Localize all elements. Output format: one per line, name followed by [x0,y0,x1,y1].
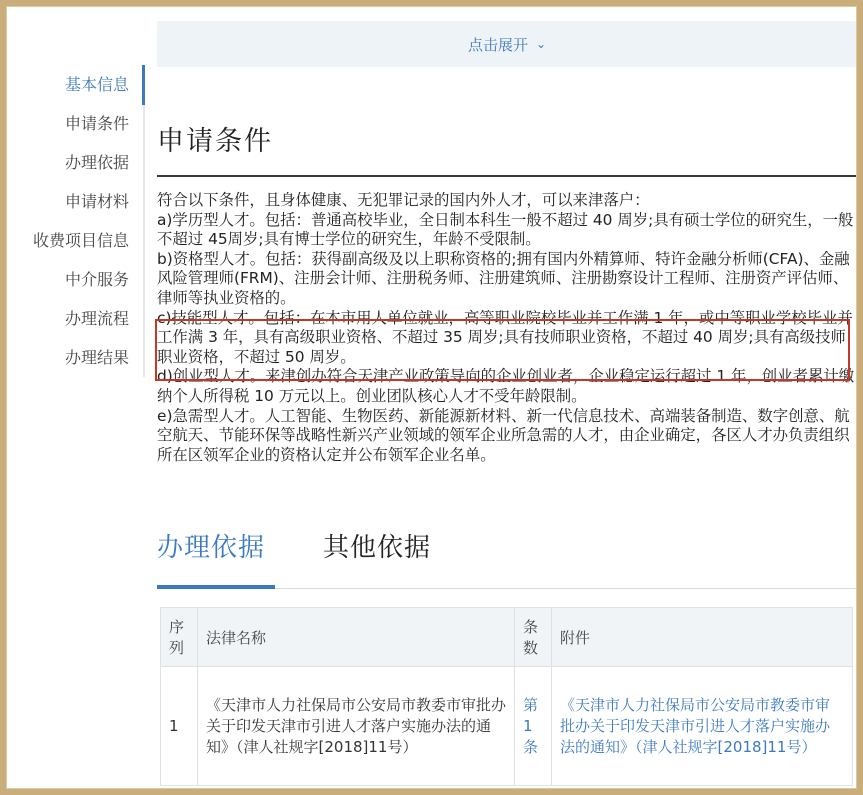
table-row [161,667,853,786]
sidebar-item-result[interactable]: 办理结果 [64,348,129,367]
tab-other-basis[interactable]: 其他依据 [323,533,432,563]
sidebar [7,65,145,377]
header-count: 条数 [515,608,552,667]
condition-item-c: c)技能型人才。包括：在本市用人单位就业，高等职业院校毕业并工作满 1 年，或中等职业学校毕业并工作满 3 年，具有高级职业资格、不超过 35 周岁;具有技师职业资格，不超过 40 周岁;具有高级技师职业资格，不超过 50 周岁。 [157,308,853,366]
table-header-row [161,608,853,667]
law-table [160,607,853,786]
condition-item-b: b)资格型人才。包括：获得副高级及以上职称资格的;拥有国内外精算师、特许金融分析师(CFA)、金融风险管理师(FRM)、注册会计师、注册税务师、注册建筑师、注册勘察设计工程师、注册资产评估师、律师等执业资格的。 [157,249,850,307]
conditions-content[interactable] [157,191,857,469]
header-name: 法律名称 [198,608,515,667]
title-divider [157,175,857,177]
conditions-intro: 符合以下条件，且身体健康、无犯罪记录的国内外人才，可以来津落户： [157,191,650,209]
sidebar-item-process[interactable]: 办理流程 [64,309,129,328]
row-seq: 1 [161,667,198,786]
section-title: 申请条件 [157,126,273,157]
tab-basis[interactable]: 办理依据 [157,533,266,563]
row-attachment-link[interactable]: 《天津市人力社保局市公安局市教委市审批办关于印发天津市引进人才落户实施办法的通知》（津人社规字[2018]11号） [552,667,853,786]
basis-tabs [157,527,857,589]
condition-item-a: a)学历型人才。包括：普通高校毕业，全日制本科生一般不超过 40 周岁;具有硕士学位的研究生，一般不超过 45周岁;具有博士学位的研究生，年龄不受限制。 [157,210,854,249]
header-attachment: 附件 [552,608,853,667]
row-count-link[interactable]: 第1条 [515,667,552,786]
expand-button[interactable] [157,21,857,67]
sidebar-item-agency[interactable]: 中介服务 [64,270,129,289]
header-seq: 序列 [161,608,198,667]
page-frame [6,6,857,789]
sidebar-item-basic-info[interactable]: 基本信息 [64,75,129,94]
expand-label: 点击展开 [467,35,528,54]
sidebar-item-basis[interactable]: 办理依据 [64,153,129,172]
sidebar-item-fees[interactable]: 收费项目信息 [32,231,129,250]
active-tab-underline [157,585,275,589]
chevron-down-icon: ⌄ [535,37,547,51]
condition-item-e: e)急需型人才。人工智能、生物医药、新能源新材料、新一代信息技术、高端装备制造、数字创意、航空航天、节能环保等战略性新兴产业领域的领军企业所急需的人才，由企业确定，各区人才办负责组织所在区领军企业的资格认定并公布领军企业名单。 [157,406,850,464]
row-law-name: 《天津市人力社保局市公安局市教委市审批办关于印发天津市引进人才落户实施办法的通知》（津人社规字[2018]11号） [198,667,515,786]
condition-item-d: d)创业型人才。来津创办符合天津产业政策导向的企业创业者，企业稳定运行超过 1 年，创业者累计缴纳个人所得税 10 万元以上。创业团队核心人才不受年龄限制。 [157,367,855,405]
sidebar-item-conditions[interactable]: 申请条件 [64,114,129,133]
sidebar-item-materials[interactable]: 申请材料 [64,192,129,211]
